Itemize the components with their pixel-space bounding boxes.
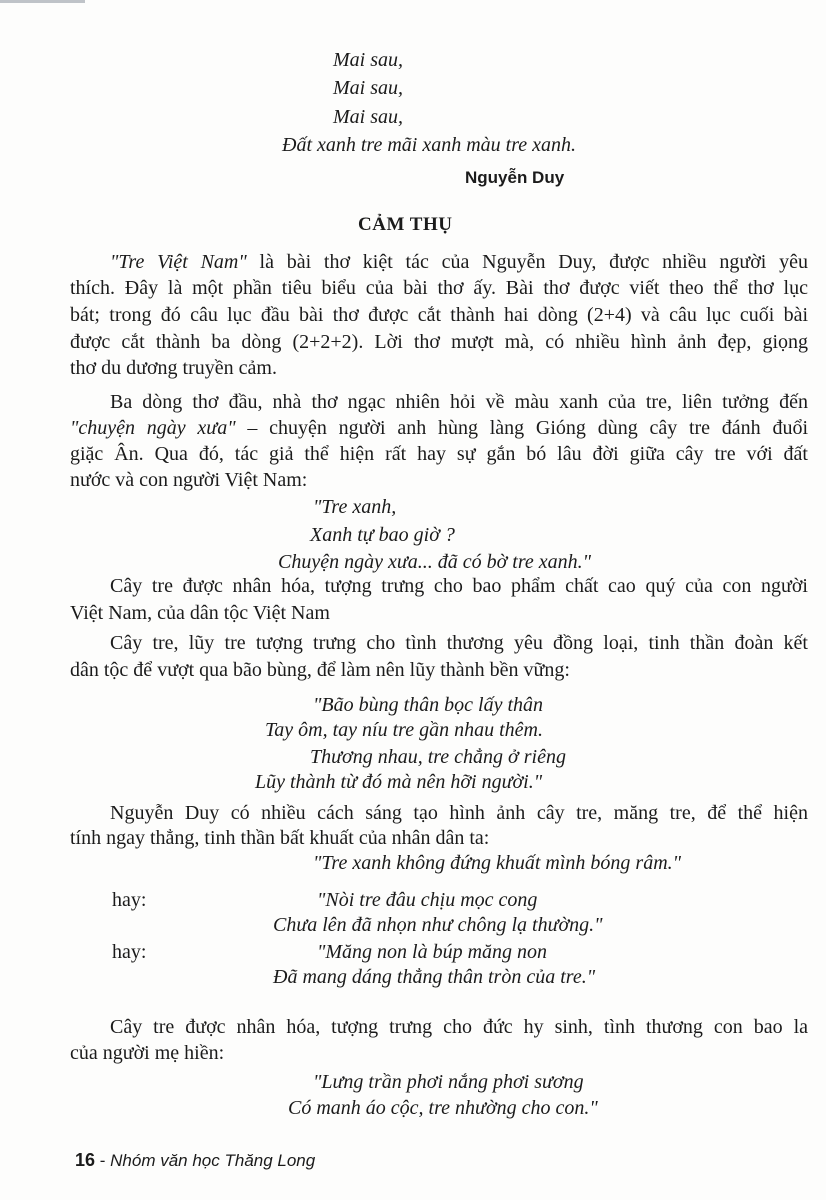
paragraph-line: Việt Nam, của dân tộc Việt Nam: [70, 602, 330, 624]
quote-line: Xanh tự bao giờ ?: [310, 524, 455, 546]
quote-line: "Lưng trần phơi nắng phơi sương: [313, 1071, 584, 1093]
quote-line: "Bão bùng thân bọc lấy thân: [313, 694, 544, 716]
book-title: Nhóm văn học Thăng Long: [110, 1151, 316, 1170]
quote-line: Có manh áo cộc, tre nhường cho con.": [288, 1097, 598, 1119]
paragraph-line: Cây tre, lũy tre tượng trưng cho tình thương yêu đồng loại, tinh thần đoàn kết: [110, 632, 808, 654]
page-number: 16: [75, 1150, 96, 1170]
quote-line: "Măng non là búp măng non: [317, 941, 548, 963]
paragraph-line: bát; trong đó câu lục đầu bài thơ được cắt thành hai dòng (2+4) và câu lục cuối bài: [70, 304, 808, 326]
hay-label: hay:: [112, 889, 147, 911]
paragraph-line: [70, 416, 808, 440]
paragraph-line: được cắt thành ba dòng (2+2+2). Lời thơ mượt mà, có nhiều hình ảnh đẹp, giọng: [70, 331, 808, 353]
footer-separator: -: [95, 1151, 111, 1170]
paragraph-line: Cây tre được nhân hóa, tượng trưng cho bao phẩm chất cao quý của con người: [110, 575, 808, 597]
quote-line: "Nòi tre đâu chịu mọc cong: [317, 889, 538, 911]
paragraph-line: Cây tre được nhân hóa, tượng trưng cho đức hy sinh, tình thương con bao la: [110, 1016, 808, 1038]
paragraph-line: Ba dòng thơ đầu, nhà thơ ngạc nhiên hỏi về màu xanh của tre, liên tưởng đến: [110, 391, 808, 413]
paragraph-line: Nguyễn Duy có nhiều cách sáng tạo hình ảnh cây tre, măng tre, để thể hiện: [110, 802, 808, 824]
poem-line: Mai sau,: [333, 49, 403, 71]
paragraph-line: giặc Ân. Qua đó, tác giả thể hiện rất hay sự gắn bó lâu đời giữa cây tre với đất: [70, 443, 808, 465]
quote-line: Chuyện ngày xưa... đã có bờ tre xanh.": [278, 551, 592, 573]
paragraph-line: thích. Đây là một phần tiêu biểu của bài thơ ấy. Bài thơ được viết theo thể thơ lục: [70, 277, 808, 299]
paragraph-line: của người mẹ hiền:: [70, 1042, 225, 1064]
scan-edge: [0, 0, 85, 3]
quote-line: Chưa lên đã nhọn như chông lạ thường.": [273, 914, 603, 936]
poem-line: Mai sau,: [333, 106, 403, 128]
quote-line: "Tre xanh,: [313, 496, 397, 518]
quote-line: Đã mang dáng thẳng thân tròn của tre.": [273, 966, 596, 988]
paragraph-line: dân tộc để vượt qua bão bùng, để làm nên lũy thành bền vững:: [70, 659, 570, 681]
quote-line: "Tre xanh không đứng khuất mình bóng râm.": [313, 852, 682, 874]
paragraph-line: nước và con người Việt Nam:: [70, 469, 308, 491]
quote-line: Tay ôm, tay níu tre gần nhau thêm.: [265, 719, 543, 741]
poem-author: Nguyễn Duy: [465, 168, 565, 187]
poem-title-ref: "Tre Việt Nam": [110, 251, 247, 273]
hay-label: hay:: [112, 941, 147, 963]
section-title: CẢM THỤ: [358, 214, 453, 235]
paragraph-line: thơ du dương truyền cảm.: [70, 357, 277, 379]
poem-line: Đất xanh tre mãi xanh màu tre xanh.: [282, 134, 577, 156]
poem-line: Mai sau,: [333, 77, 403, 99]
quote-line: Lũy thành từ đó mà nên hỡi người.": [255, 771, 543, 793]
paragraph-line: [110, 250, 808, 274]
text: là bài thơ kiệt tác của Nguyễn Duy, được nhiều người yêu: [246, 251, 808, 273]
quote-ref: "chuyện ngày xưa": [70, 417, 236, 439]
quote-line: Thương nhau, tre chẳng ở riêng: [310, 746, 566, 768]
text: – chuyện người anh hùng làng Gióng dùng cây tre đánh đuổi: [235, 417, 808, 439]
page-footer: [75, 1149, 315, 1172]
paragraph-line: tính ngay thẳng, tinh thần bất khuất của nhân dân ta:: [70, 827, 490, 849]
